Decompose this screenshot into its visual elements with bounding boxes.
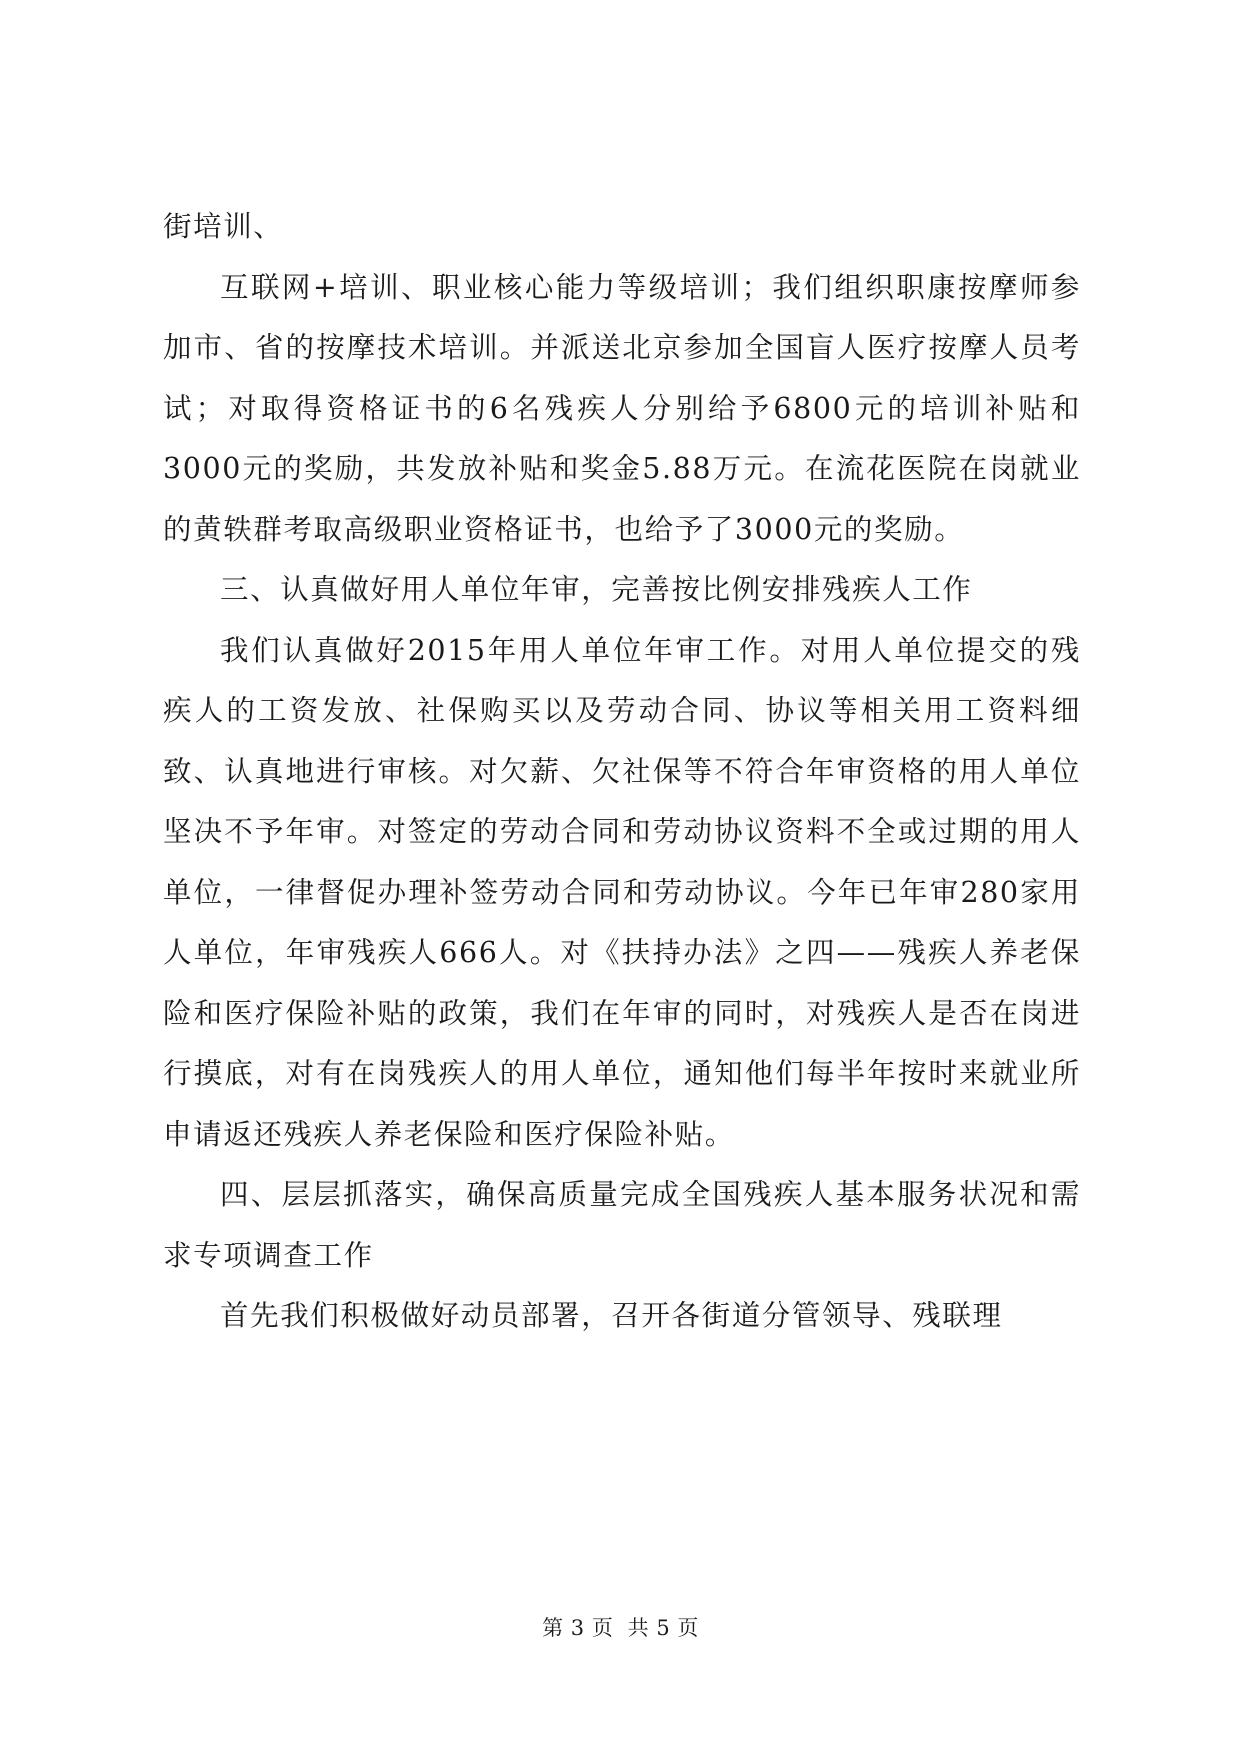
paragraph-4: 我们认真做好2015年用人单位年审工作。对用人单位提交的残疾人的工资发放、社保购买以及劳动合同、协议等相关用工资料细致、认真地进行审核。对欠薪、欠社保等不符合年审资格的用人单位坚决不予年审。对签定的劳动合同和劳动协议资料不全或过期的用人单位，一律督促办理补签劳动合同和劳动协议。今年已年审280家用人单位，年审残疾人666人。对《扶持办法》之四——残疾人养老保险和医疗保险补贴的政策，我们在年审的同时，对残疾人是否在岗进行摸底，对有在岗残疾人的用人单位，通知他们每半年按时来就业所申请返还残疾人养老保险和医疗保险补贴。 bbox=[163, 633, 1081, 1151]
document-body bbox=[163, 197, 1081, 1347]
page-number-label: 第 3 页 共 5 页 bbox=[542, 1616, 699, 1640]
paragraph-2: 互联网+培训、职业核心能力等级培训；我们组织职康按摩师参加市、省的按摩技术培训。并派送北京参加全国盲人医疗按摩人员考试；对取得资格证书的6名残疾人分别给予6800元的培训补贴和3000元的奖励，共发放补贴和奖金5.88万元。在流花医院在岗就业的黄轶群考取高级职业资格证书，也给予了3000元的奖励。 bbox=[163, 270, 1081, 546]
section-heading-4: 四、层层抓落实，确保高质量完成全国残疾人基本服务状况和需求专项调查工作 bbox=[163, 1178, 1081, 1272]
section-heading-3: 三、认真做好用人单位年审，完善按比例安排残疾人工作 bbox=[220, 573, 973, 606]
page-footer bbox=[0, 1612, 1241, 1642]
paragraph-6: 首先我们积极做好动员部署，召开各街道分管领导、残联理 bbox=[220, 1299, 1003, 1332]
paragraph-1: 街培训、 bbox=[163, 210, 284, 243]
